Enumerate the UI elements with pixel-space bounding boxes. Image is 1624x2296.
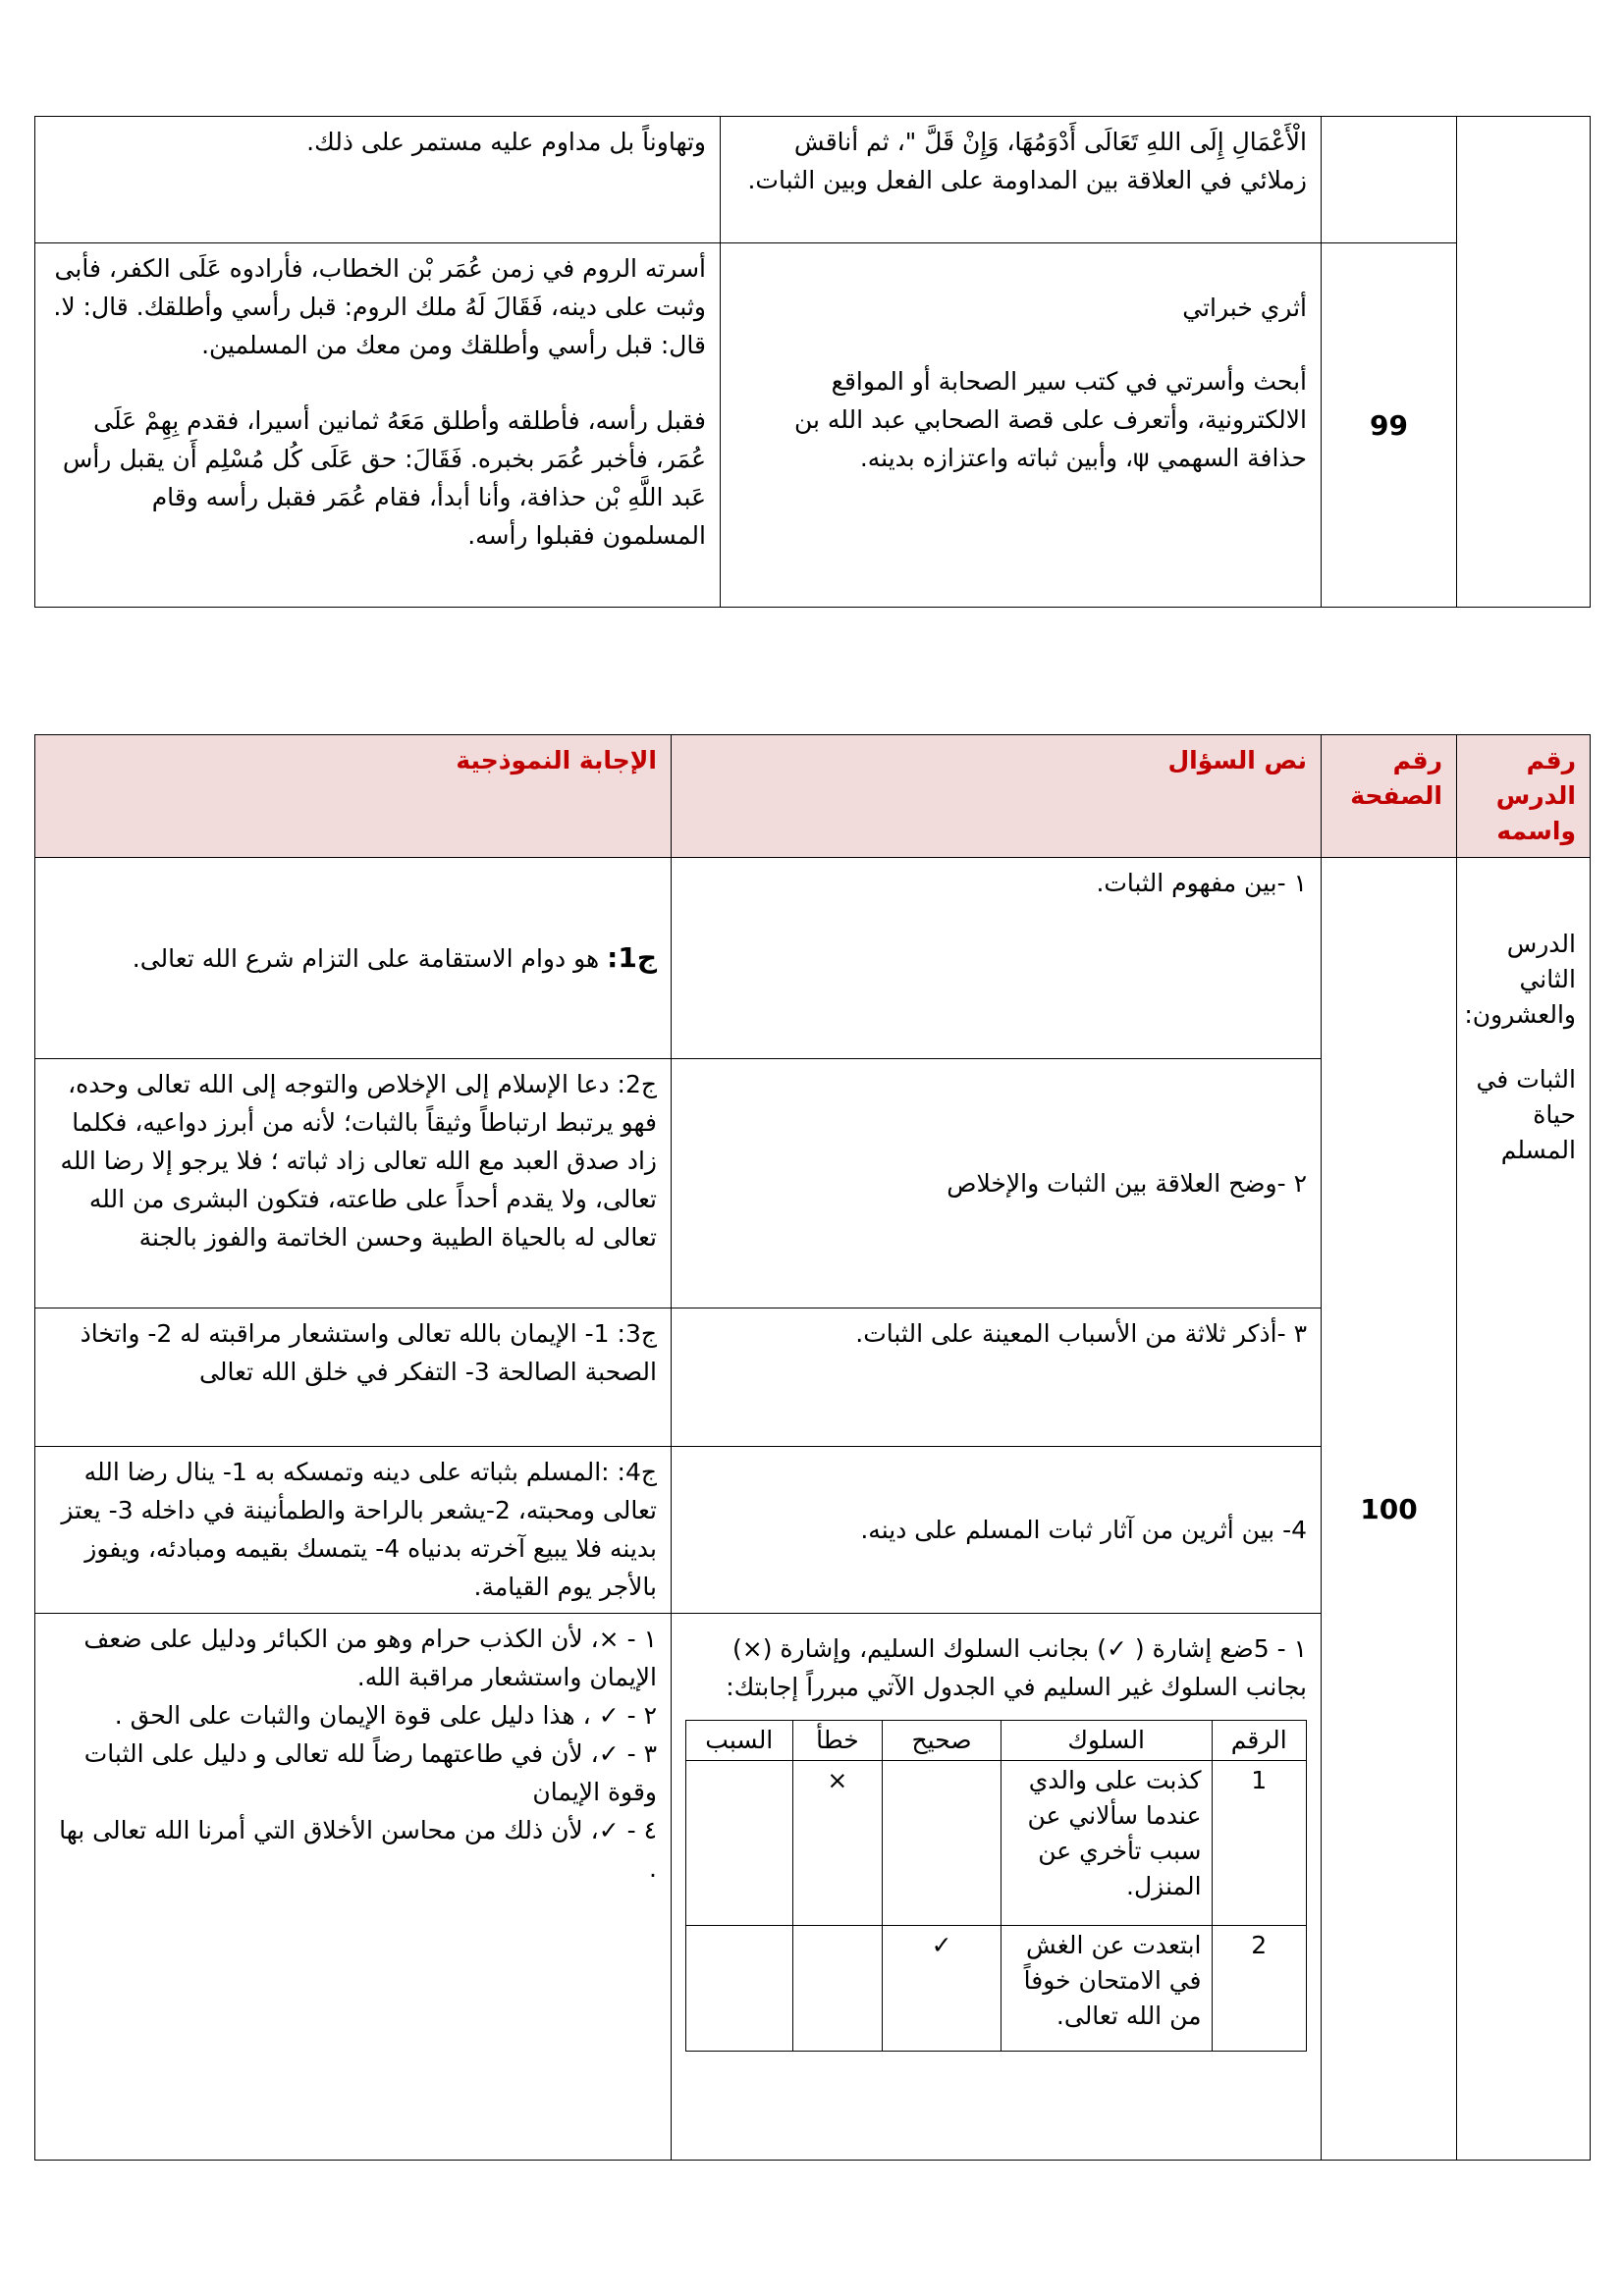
answer-cell xyxy=(35,858,672,1059)
header-answer: الإجابة النموذجية xyxy=(35,735,672,858)
question-text: الْأَعْمَالِ إِلَى اللهِ تَعَالَى أَدْوَمُهَا، وَإِنْ قَلَّ "، ثم أناقش زملائي في العلاقة بين المداومة على الفعل وبين الثبات. xyxy=(747,128,1307,194)
page-number: 99 xyxy=(1322,243,1457,608)
lesson-number: الدرس الثاني والعشرون: xyxy=(1464,930,1576,1029)
answer-cell xyxy=(35,243,721,608)
table-row xyxy=(35,117,1591,243)
question-title: أثري خبراتي xyxy=(1182,294,1307,322)
col-wrong: خطأ xyxy=(792,1721,883,1761)
page-cell xyxy=(1322,117,1457,243)
col-reason: السبب xyxy=(686,1721,793,1761)
answer-body: هو دوام الاستقامة على التزام شرع الله تعالى. xyxy=(132,944,600,973)
answer-cell xyxy=(35,117,721,243)
behavior-text: كذبت على والدي عندما سألاني عن سبب تأخري عن المنزل. xyxy=(1001,1761,1212,1926)
col-num: الرقم xyxy=(1212,1721,1306,1761)
answer-paragraph: أسرته الروم في زمن عُمَر بْن الخطاب، فأرادوه عَلَى الكفر، فأبى وثبت على دينه، فَقَالَ لَهُ ملك الروم: قبل رأسي وأطلقك. قال: لا. قال: قبل رأسي وأطلقك ومن معك من المسلمين. xyxy=(53,254,706,359)
wrong-mark: × xyxy=(792,1761,883,1926)
question-text: ٣ -أذكر ثلاثة من الأسباب المعينة على الثبات. xyxy=(855,1319,1307,1348)
answer-text: ج3: 1- الإيمان بالله تعالى واستشعار مراقبته له 2- واتخاذ الصحبة الصالحة 3- التفكر في خلق الله تعالى xyxy=(80,1319,657,1386)
col-behavior: السلوك xyxy=(1001,1721,1212,1761)
question-cell xyxy=(672,1308,1322,1447)
behavior-row xyxy=(686,1761,1307,1926)
lesson-table xyxy=(34,734,1591,2161)
correct-mark xyxy=(883,1761,1001,1926)
question-cell xyxy=(672,858,1322,1059)
reason-text xyxy=(686,1761,793,1926)
behavior-text: ابتعدت عن الغش في الامتحان خوفاً من الله تعالى. xyxy=(1001,1926,1212,2052)
answer-cell xyxy=(35,1059,672,1308)
table-row xyxy=(35,858,1591,1059)
lesson-table-continued xyxy=(34,116,1591,608)
header-question: نص السؤال xyxy=(672,735,1322,858)
header-row xyxy=(35,735,1591,858)
answer-text: ج4: :المسلم بثباته على دينه وتمسكه به 1- ينال رضا الله تعالى ومحبته، 2-يشعر بالراحة والطمأنينة في داخله 3- يعتز بدينه فلا يبيع آخرته بدنياه 4- يتمسك بقيمه ومبادئه، ويفوز بالأجر يوم القيامة. xyxy=(61,1458,657,1601)
behavior-header-row xyxy=(686,1721,1307,1761)
question-cell xyxy=(672,1447,1322,1614)
correct-mark: ✓ xyxy=(883,1926,1001,2052)
question-cell xyxy=(721,243,1322,608)
reason-text xyxy=(686,1926,793,2052)
question-cell xyxy=(721,117,1322,243)
answer-paragraph: فقبل رأسه، فأطلقه وأطلق مَعَهُ ثمانين أسيرا، فقدم بِهِمْ عَلَى عُمَر، فأخبر عُمَر بخبره. فَقَالَ: حق عَلَى كُل مُسْلِم أَن يقبل رأس عَبد اللَّهِ بْن حذافة، وأنا أبدأ، فقام عُمَر فقبل رأسه وقام المسلمون فقبلوا رأسه. xyxy=(62,406,706,550)
question-text: ١ - 5ضع إشارة ( ✓) بجانب السلوك السليم، وإشارة (×) بجانب السلوك غير السليم في الجدول الآتي مبرراً إجابتك: xyxy=(726,1634,1307,1701)
answer-text: ج2: دعا الإسلام إلى الإخلاص والتوجه إلى الله تعالى وحده، فهو يرتبط ارتباطاً وثيقاً بالثبات؛ لأنه من أبرز دواعيه، فكلما زاد صدق العبد مع الله تعالى زاد ثباته ؛ فلا يرجو إلا رضا الله تعالى، ولا يقدم أحداً على طاعته، فتكون البشرى من الله تعالى له بالحياة الطيبة وحسن الخاتمة والفوز بالجنة xyxy=(60,1070,657,1252)
col-correct: صحيح xyxy=(883,1721,1001,1761)
behavior-num: 1 xyxy=(1212,1761,1306,1926)
table-row xyxy=(35,243,1591,608)
answer-text xyxy=(49,938,657,978)
behavior-table xyxy=(685,1720,1307,2052)
page-number: 100 xyxy=(1322,858,1457,2161)
answer-cell xyxy=(35,1447,672,1614)
answer-cell xyxy=(35,1614,672,2161)
answer-line: ٣ - ✓، لأن في طاعتهما رضاً لله تعالى و دليل على الثبات وقوة الإيمان xyxy=(83,1739,657,1806)
answer-line: ٤ - ✓، لأن ذلك من محاسن الأخلاق التي أمرنا الله تعالى بها . xyxy=(59,1816,657,1883)
answer-line: ١ - ×، لأن الكذب حرام وهو من الكبائر ودليل على ضعف الإيمان واستشعار مراقبة الله. xyxy=(83,1625,657,1691)
question-text: 4- بين أثرين من آثار ثبات المسلم على دينه. xyxy=(860,1516,1307,1544)
question-cell xyxy=(672,1614,1322,2161)
answer-text: وتهاوناً بل مداوم عليه مستمر على ذلك. xyxy=(306,128,706,156)
answer-label: ج1: xyxy=(607,941,657,974)
wrong-mark xyxy=(792,1926,883,2052)
behavior-num: 2 xyxy=(1212,1926,1306,2052)
lesson-name-cell xyxy=(1457,858,1591,2161)
question-text: أبحث وأسرتي في كتب سير الصحابة أو المواقع الالكترونية، وأتعرف على قصة الصحابي عبد الله بن حذافة السهمي ψ، وأبين ثباته واعتزازه بدينه. xyxy=(793,367,1307,472)
answer-cell xyxy=(35,1308,672,1447)
question-cell xyxy=(672,1059,1322,1308)
question-text: ٢ -وضح العلاقة بين الثبات والإخلاص xyxy=(947,1169,1307,1198)
header-page: رقم الصفحة xyxy=(1322,735,1457,858)
behavior-row xyxy=(686,1926,1307,2052)
header-lesson: رقم الدرس واسمه xyxy=(1457,735,1591,858)
lesson-title: الثبات في حياة المسلم xyxy=(1476,1065,1576,1164)
lesson-cell xyxy=(1457,117,1591,608)
question-text: ١ -بين مفهوم الثبات. xyxy=(1096,869,1307,897)
answer-line: ٢ - ✓ ، هذا دليل على قوة الإيمان والثبات على الحق . xyxy=(114,1701,657,1730)
